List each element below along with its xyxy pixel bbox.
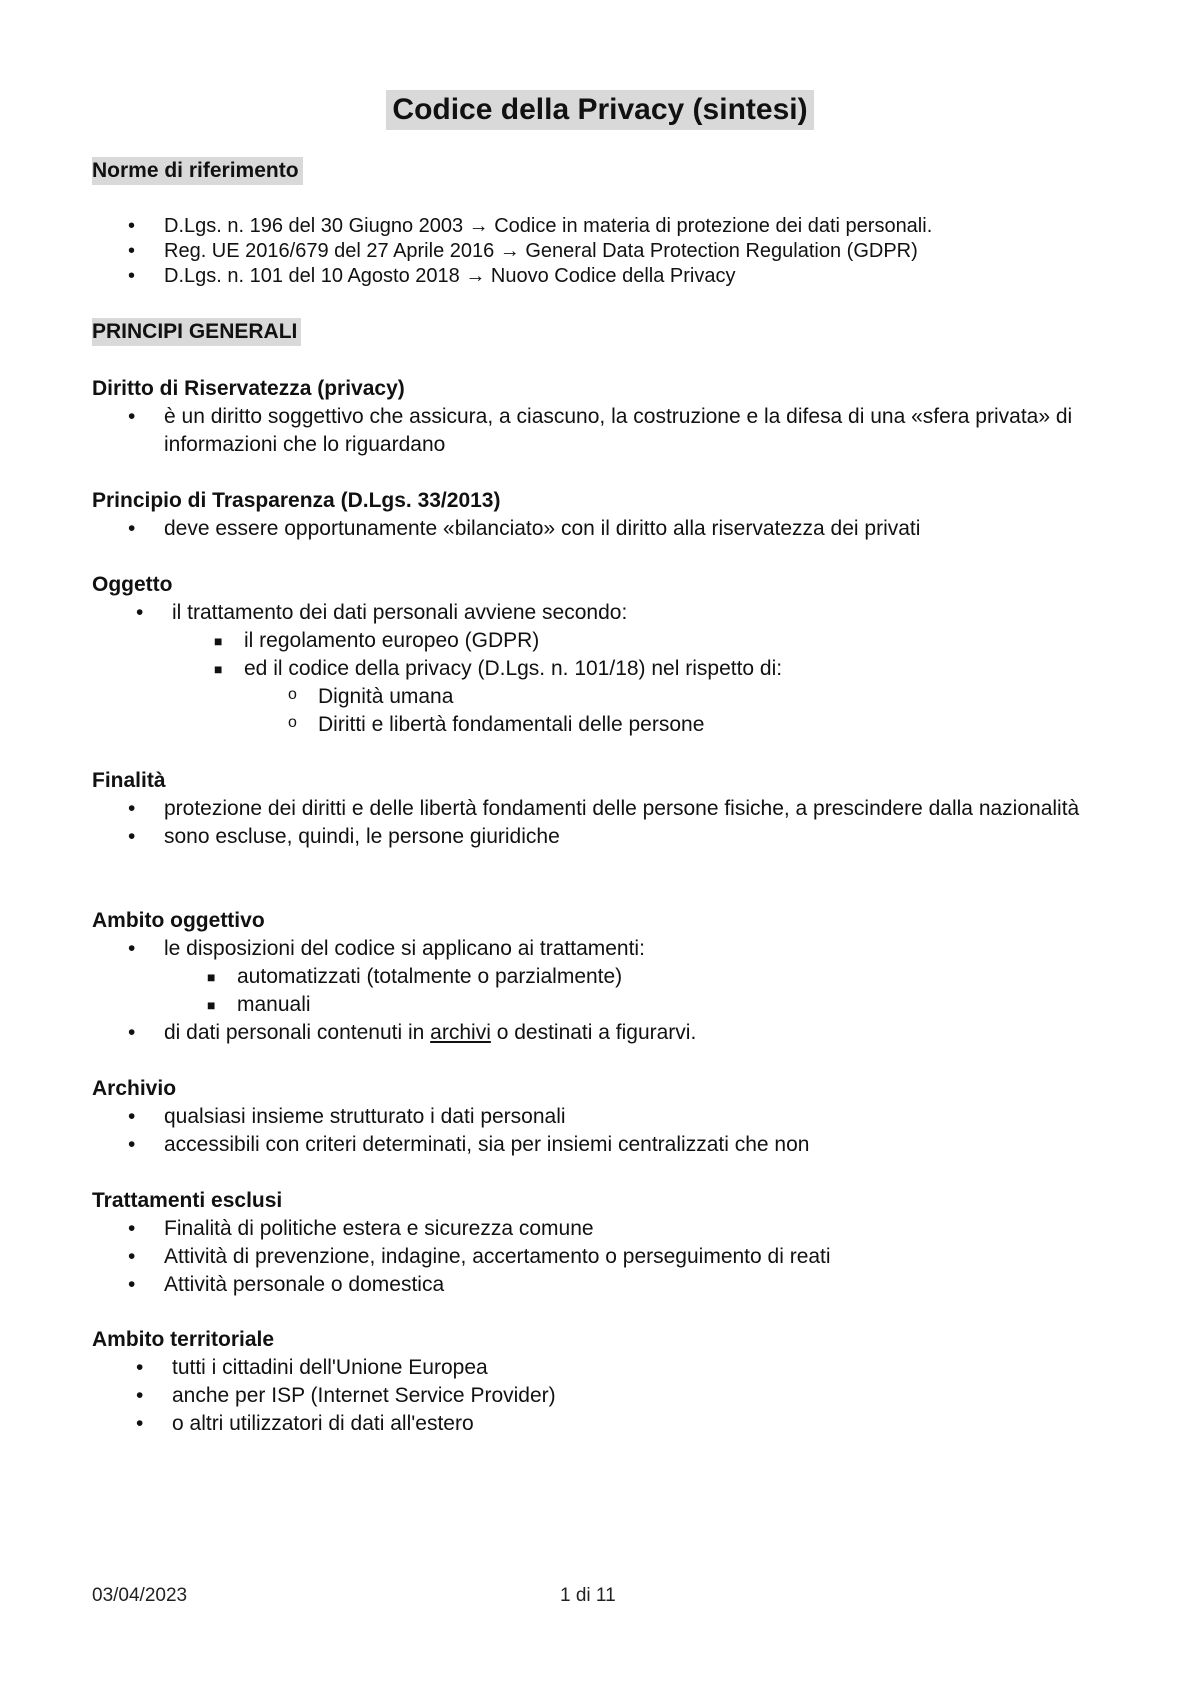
norme-list-container (92, 214, 932, 289)
bullet-icon: • (128, 1273, 136, 1296)
list-item: ■ automatizzati (totalmente o parzialmente) (92, 963, 696, 991)
finalita-list (92, 795, 1122, 851)
square-bullet-icon: ■ (207, 969, 216, 985)
archivio-list (92, 1103, 809, 1159)
list-item: • Reg. UE 2016/679 del 27 Aprile 2016 → General Data Protection Regulation (GDPR) (128, 240, 918, 262)
list-item: ■ il regolamento europeo (GDPR) (92, 627, 782, 655)
principi-heading: PRINCIPI GENERALI (92, 318, 301, 346)
oggetto-heading: Oggetto (92, 573, 173, 596)
section-riservatezza (92, 375, 1122, 459)
trasparenza-heading: Principio di Trasparenza (D.Lgs. 33/2013) (92, 489, 501, 512)
list-item: • è un diritto soggettivo che assicura, a ciascuno, la costruzione e la difesa di una «sfera privata» di informazioni che lo riguardano (128, 405, 1073, 456)
bullet-icon: • (128, 1245, 136, 1268)
ambito-oggettivo-heading: Ambito oggettivo (92, 909, 265, 932)
section-ambito-territoriale (92, 1326, 556, 1438)
section-archivio (92, 1075, 809, 1159)
square-bullet-icon: ■ (214, 633, 223, 649)
trasparenza-list (92, 515, 920, 543)
section-principi (92, 318, 301, 346)
bullet-icon: • (128, 1217, 136, 1240)
list-item: • Finalità di politiche estera e sicurezza comune (92, 1215, 831, 1243)
bullet-icon: • (128, 265, 136, 287)
ambito-territoriale-list (92, 1354, 556, 1438)
section-trattamenti-esclusi (92, 1187, 831, 1299)
bullet-icon: • (128, 937, 136, 960)
archivi-link[interactable]: archivi (430, 1021, 491, 1044)
section-oggetto (92, 571, 782, 739)
list-item: • D.Lgs. n. 101 del 10 Agosto 2018 → Nuovo Codice della Privacy (128, 265, 736, 287)
bullet-icon: • (128, 240, 136, 262)
bullet-icon: • (136, 1412, 144, 1435)
bullet-icon: • (136, 1384, 144, 1407)
norme-list (92, 214, 932, 289)
list-item: o Dignità umana (92, 683, 782, 711)
archivio-heading: Archivio (92, 1077, 177, 1100)
bullet-icon: • (128, 1105, 136, 1128)
list-item: • tutti i cittadini dell'Unione Europea (92, 1354, 556, 1382)
list-item: • anche per ISP (Internet Service Provider) (92, 1382, 556, 1410)
list-item: • qualsiasi insieme strutturato i dati personali (92, 1103, 809, 1131)
square-bullet-icon: ■ (214, 661, 223, 677)
list-item: • Attività di prevenzione, indagine, accertamento o perseguimento di reati (92, 1243, 831, 1271)
footer-page-number: 1 di 11 (560, 1585, 616, 1606)
section-finalita (92, 767, 1122, 851)
list-item: • il trattamento dei dati personali avviene secondo: (92, 599, 782, 627)
bullet-icon: • (128, 1021, 136, 1044)
bullet-icon: • (136, 1356, 144, 1379)
oggetto-list (92, 599, 782, 739)
section-trasparenza (92, 487, 920, 543)
list-item: • o altri utilizzatori di dati all'estero (92, 1410, 556, 1438)
list-item: • Attività personale o domestica (92, 1271, 831, 1299)
bullet-icon: • (128, 797, 136, 820)
list-item: ■ ed il codice della privacy (D.Lgs. n. 101/18) nel rispetto di: (92, 655, 782, 683)
list-item: ■ manuali (92, 991, 696, 1019)
norme-heading: Norme di riferimento (92, 157, 303, 185)
section-norme (92, 157, 303, 185)
finalita-heading: Finalità (92, 769, 166, 792)
title-container (0, 90, 1200, 130)
ambito-territoriale-heading: Ambito territoriale (92, 1328, 275, 1351)
list-item: • protezione dei diritti e delle libertà fondamenti delle persone fisiche, a prescindere dalla nazionalità (92, 795, 1122, 823)
bullet-icon: • (128, 405, 136, 428)
list-item: • deve essere opportunamente «bilanciato» con il diritto alla riservatezza dei privati (92, 515, 920, 543)
riservatezza-list (92, 403, 1122, 459)
bullet-icon: • (136, 601, 144, 624)
bullet-icon: • (128, 517, 136, 540)
bullet-icon: • (128, 1133, 136, 1156)
riservatezza-heading: Diritto di Riservatezza (privacy) (92, 377, 405, 400)
page-title: Codice della Privacy (sintesi) (386, 90, 813, 130)
trattamenti-esclusi-heading: Trattamenti esclusi (92, 1189, 283, 1212)
list-item: • accessibili con criteri determinati, sia per insiemi centralizzati che non (92, 1131, 809, 1159)
footer-date: 03/04/2023 (92, 1585, 188, 1606)
ambito-oggettivo-list (92, 935, 696, 1047)
list-item: • di dati personali contenuti in archivi o destinati a figurarvi. (92, 1019, 696, 1047)
circle-bullet-icon: o (288, 686, 297, 703)
list-item: • D.Lgs. n. 196 del 30 Giugno 2003 → Codice in materia di protezione dei dati personali. (128, 215, 933, 237)
square-bullet-icon: ■ (207, 997, 216, 1013)
bullet-icon: • (128, 215, 136, 237)
list-item: • le disposizioni del codice si applicano ai trattamenti: (92, 935, 696, 963)
list-item: • sono escluse, quindi, le persone giuridiche (92, 823, 1122, 851)
section-ambito-oggettivo (92, 907, 696, 1047)
bullet-icon: • (128, 825, 136, 848)
circle-bullet-icon: o (288, 714, 297, 731)
trattamenti-esclusi-list (92, 1215, 831, 1299)
list-item: o Diritti e libertà fondamentali delle persone (92, 711, 782, 739)
